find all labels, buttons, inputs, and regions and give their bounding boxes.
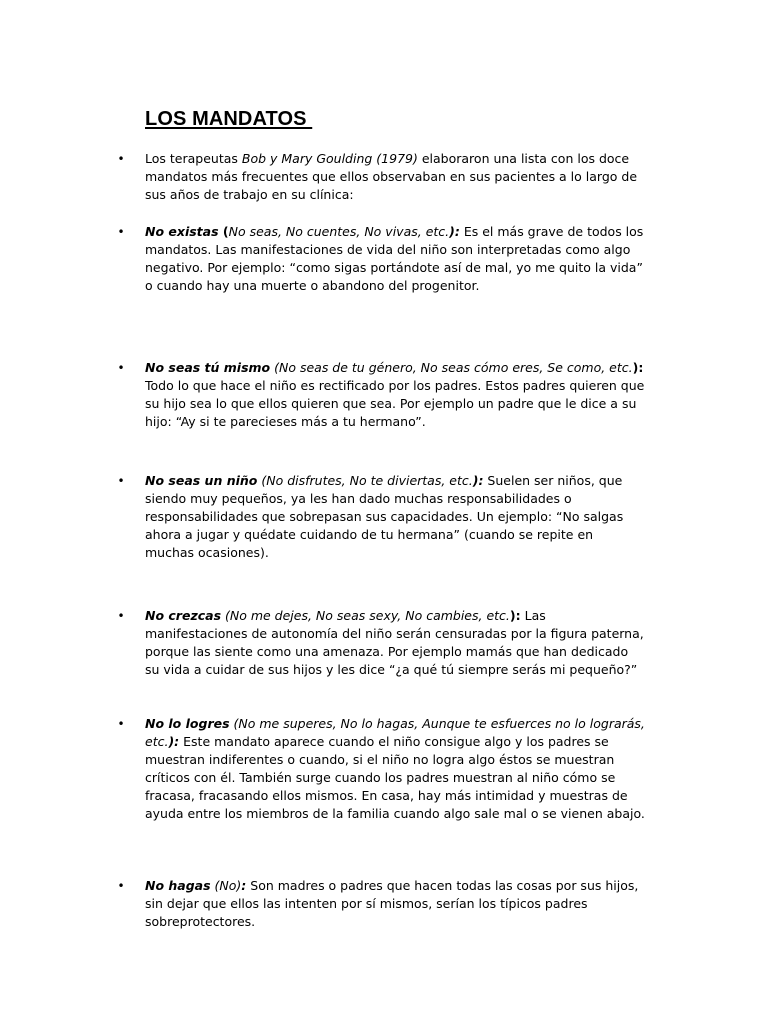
item-examples: No seas, No cuentes, No vivas, etc.	[228, 224, 450, 239]
item-paren: (	[218, 224, 229, 239]
list-item-no-seas-un-nino	[145, 472, 645, 562]
item-heading: No seas un niño	[145, 473, 258, 488]
bullet-icon: •	[117, 361, 125, 375]
bullet-icon: •	[117, 225, 125, 239]
item-heading: No crezcas	[145, 608, 222, 623]
bullet-icon: •	[117, 609, 125, 623]
item-examples: (No seas de tu género, No seas cómo eres, Se como, etc.	[270, 360, 633, 375]
item-paren: ):	[449, 224, 460, 239]
bullet-icon: •	[117, 474, 125, 488]
item-heading: No existas	[145, 224, 219, 239]
item-text: Suelen ser niños, que siendo muy pequeños, ya les han dado muchas responsabilidades o responsabilidades que sobrepasan sus capacidades. Un ejemplo: “No salgas ahora a jugar y quédate cuidando de tu hermana” (cuando se repite en muchas ocasiones).	[145, 473, 624, 560]
item-paren: ):	[472, 473, 484, 488]
list-item-no-lo-logres	[145, 715, 645, 823]
item-text: Los terapeutas	[145, 151, 242, 166]
list-item-no-hagas	[145, 877, 645, 931]
item-text: Es el más grave de todos los mandatos. Las manifestaciones de vida del niño son interpretadas como algo negativo. Por ejemplo: “como sigas portándote así de mal, yo me quito la vida” o cuando hay una muerte o abandono del progenitor.	[145, 224, 644, 293]
item-examples: (No me dejes, No seas sexy, No cambies, etc.	[221, 608, 510, 623]
list-item-no-crezcas	[145, 607, 645, 679]
document-title: LOS MANDATOS	[145, 108, 313, 130]
bullet-icon: •	[117, 717, 125, 731]
item-text: Son madres o padres que hacen todas las cosas por sus hijos, sin dejar que ellos las intenten por sí mismos, serían los típicos padres sobreprotectores.	[145, 878, 639, 929]
item-examples: (No me superes, No lo hagas, Aunque te esfuerces no lo lograrás, etc.	[145, 716, 645, 749]
list-item-no-seas-tu-mismo	[145, 359, 645, 431]
item-text: elaboraron una lista con los doce mandatos más frecuentes que ellos observaban en sus pacientes a lo largo de sus años de trabajo en su clínica:	[145, 151, 638, 202]
item-text: Todo lo que hace el niño es rectificado por los padres. Estos padres quieren que su hijo sea lo que ellos quieren que sea. Por ejemplo un padre que le dice a su hijo: “Ay si te parecieses más a tu hermano”.	[145, 378, 645, 429]
item-paren: :	[241, 878, 247, 893]
item-examples: (No disfrutes, No te diviertas, etc.	[257, 473, 473, 488]
item-examples: (No)	[210, 878, 242, 893]
item-heading: No lo logres	[145, 716, 230, 731]
bullet-icon: •	[117, 879, 125, 893]
item-heading: No hagas	[145, 878, 211, 893]
item-text: Las manifestaciones de autonomía del niño serán censuradas por la figura paterna, porque las siente como una amenaza. Por ejemplo mamás que han dedicado su vida a cuidar de sus hijos y les dice “¿a qué tú siempre serás mi pequeño?”	[145, 608, 644, 677]
item-paren: ):	[632, 360, 644, 375]
list-item-intro	[145, 150, 645, 204]
list-item-no-existas	[145, 223, 645, 295]
item-text: Este mandato aparece cuando el niño consigue algo y los padres se muestran indiferentes o cuando, si el niño no logra algo éstos se muestran críticos con él. También surge cuando los padres muestran al niño cómo se fracasa, fracasando ellos mismos. En casa, hay más intimidad y muestras de ayuda entre los miembros de la familia cuando algo sale mal o se vienen abajo.	[145, 734, 645, 821]
item-heading: No seas tú mismo	[145, 360, 271, 375]
bullet-icon: •	[117, 152, 125, 166]
item-paren: ):	[509, 608, 521, 623]
item-paren: ):	[168, 734, 180, 749]
item-authors: Bob y Mary Goulding (1979)	[241, 151, 418, 166]
